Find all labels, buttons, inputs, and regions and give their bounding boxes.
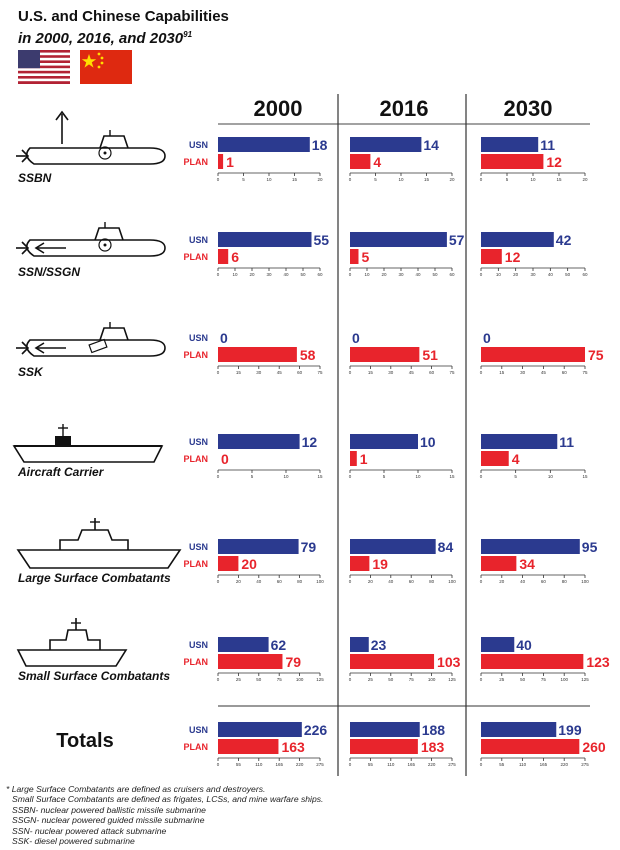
destroyer-hull [18, 550, 180, 568]
usn-value-2016: 14 [423, 137, 439, 153]
tick-label: 0 [479, 677, 483, 682]
radiation-center [104, 244, 107, 247]
usn-value-2030: 95 [581, 539, 598, 555]
tick-label: 60 [408, 579, 414, 584]
usn-value-2000: 55 [313, 232, 330, 248]
plan-value-2030: 123 [586, 654, 610, 670]
tick-label: 60 [276, 579, 282, 584]
tick-label: 60 [540, 579, 546, 584]
footnote-3: SSGN- nuclear powered guided missile submarine [12, 815, 205, 826]
footnote-5: SSK- diesel powered submarine [12, 836, 135, 847]
tick-label: 0 [216, 272, 220, 277]
tick-label: 165 [275, 762, 283, 767]
usn-bar-2000 [218, 722, 302, 737]
plan-label: PLAN [183, 157, 208, 167]
usn-bar-2000 [218, 539, 299, 554]
tick-label: 45 [540, 370, 546, 375]
usn-bar-2000 [218, 434, 300, 449]
tick-label: 50 [256, 677, 262, 682]
plan-bar-2030 [481, 739, 579, 754]
tick-label: 0 [348, 177, 352, 182]
tick-label: 15 [449, 474, 455, 479]
usn-value-2000: 79 [300, 539, 317, 555]
plan-value-2000: 79 [285, 654, 302, 670]
tick-label: 30 [530, 272, 536, 277]
usn-label: USN [188, 542, 208, 552]
tick-label: 25 [367, 677, 373, 682]
tick-label: 75 [449, 370, 455, 375]
usn-value-2000: 0 [220, 330, 228, 346]
plan-bar-2000 [218, 154, 223, 169]
tick-label: 60 [582, 272, 588, 277]
ssn-submarine-icon [16, 222, 165, 256]
tick-label: 100 [560, 677, 568, 682]
tick-label: 40 [415, 272, 421, 277]
usn-bar-2016 [350, 637, 369, 652]
tick-label: 55 [367, 762, 373, 767]
plan-value-2000: 6 [231, 249, 239, 265]
footnote-2: SSBN- nuclear powered ballistic missile submarine [12, 804, 206, 815]
plan-label: PLAN [183, 742, 208, 752]
tick-label: 40 [283, 272, 289, 277]
tick-label: 15 [367, 370, 373, 375]
tick-label: 15 [423, 177, 430, 182]
usn-value-2016: 188 [421, 722, 446, 738]
row-label: Aircraft Carrier [18, 465, 104, 479]
usn-bar-2030 [481, 232, 554, 247]
footnote-4: SSN- nuclear powered attack submarine [12, 825, 167, 836]
tick-label: 110 [519, 762, 527, 767]
plan-bar-2030 [481, 347, 585, 362]
tick-label: 40 [388, 579, 394, 584]
tick-label: 75 [276, 677, 282, 682]
usn-bar-2016 [350, 137, 421, 152]
tick-label: 10 [398, 177, 404, 182]
plan-bar-2016 [350, 451, 357, 466]
plan-label: PLAN [183, 657, 208, 667]
plan-bar-2000 [218, 556, 238, 571]
tick-label: 60 [561, 370, 567, 375]
row-5 [18, 637, 610, 683]
plan-bar-2030 [481, 249, 502, 264]
tick-label: 0 [348, 272, 352, 277]
tick-label: 30 [398, 272, 404, 277]
usn-value-2016: 23 [370, 637, 387, 653]
plan-bar-2000 [218, 739, 278, 754]
footnotes [6, 784, 323, 846]
tick-label: 25 [499, 677, 505, 682]
tick-label: 5 [250, 474, 254, 479]
plan-value-2016: 183 [420, 739, 445, 755]
tick-label: 165 [539, 762, 548, 767]
tick-label: 80 [561, 579, 567, 584]
row-label: SSN/SSGN [18, 265, 81, 279]
tick-label: 20 [317, 177, 323, 182]
plan-bar-2016 [350, 556, 369, 571]
usn-value-2000: 62 [270, 637, 287, 653]
tick-label: 75 [408, 677, 414, 682]
tick-label: 110 [387, 762, 395, 767]
year-header-2000: 2000 [253, 96, 303, 121]
tick-label: 110 [255, 762, 263, 767]
plan-value-2000: 20 [241, 556, 257, 572]
tick-label: 75 [540, 677, 546, 682]
usn-bar-2030 [481, 137, 538, 152]
plan-value-2000: 163 [281, 739, 305, 755]
plan-value-2000: 58 [299, 347, 316, 363]
tick-label: 0 [348, 677, 352, 682]
tick-label: 0 [479, 177, 483, 182]
tick-label: 5 [382, 474, 386, 479]
row-label-totals: Totals [56, 730, 114, 752]
row-0 [18, 137, 588, 185]
usn-bar-2016 [350, 539, 436, 554]
plan-bar-2000 [218, 347, 297, 362]
tick-label: 40 [520, 579, 526, 584]
plan-value-2016: 5 [361, 249, 370, 265]
tick-label: 275 [448, 762, 456, 767]
plan-bar-2000 [218, 249, 228, 264]
row-label: Small Surface Combatants [18, 669, 171, 683]
tick-label: 20 [381, 272, 387, 277]
tick-label: 55 [235, 762, 241, 767]
tick-label: 30 [520, 370, 526, 375]
plan-bar-2016 [350, 154, 370, 169]
tick-label: 50 [520, 677, 526, 682]
sail [100, 136, 128, 148]
tick-label: 30 [266, 272, 272, 277]
tick-label: 15 [582, 474, 588, 479]
usn-value-2030: 199 [558, 722, 582, 738]
usn-value-2030: 11 [559, 434, 575, 450]
usn-bar-2030 [481, 722, 556, 737]
tick-label: 40 [547, 272, 553, 277]
plan-bar-2016 [350, 654, 434, 669]
usn-label: USN [188, 640, 208, 650]
tick-label: 50 [565, 272, 571, 277]
usn-label: USN [188, 437, 208, 447]
tick-label: 15 [317, 474, 323, 479]
tick-label: 50 [300, 272, 306, 277]
tick-label: 20 [582, 177, 588, 182]
tick-label: 40 [256, 579, 262, 584]
tick-label: 10 [415, 474, 421, 479]
tick-label: 75 [582, 370, 588, 375]
tick-label: 15 [235, 370, 241, 375]
plan-label: PLAN [183, 454, 208, 464]
usn-bar-2016 [350, 722, 420, 737]
large-combatant-icon [18, 518, 180, 568]
usn-bar-2000 [218, 232, 312, 247]
usn-value-2000: 12 [301, 434, 318, 450]
tick-label: 0 [479, 579, 483, 584]
tick-label: 100 [316, 579, 324, 584]
plan-bar-2030 [481, 154, 543, 169]
tick-label: 0 [348, 474, 352, 479]
row-2 [18, 330, 604, 379]
plan-label: PLAN [183, 559, 208, 569]
tick-label: 10 [530, 177, 536, 182]
tick-label: 20 [513, 272, 519, 277]
plan-value-2000: 0 [221, 451, 229, 467]
tick-label: 0 [216, 177, 220, 182]
usn-bar-2016 [350, 232, 447, 247]
plan-bar-2016 [350, 347, 419, 362]
usn-bar-2030 [481, 637, 514, 652]
tick-label: 5 [505, 177, 509, 182]
plan-bar-2000 [218, 654, 282, 669]
tick-label: 10 [283, 474, 289, 479]
row-label: Large Surface Combatants [18, 571, 171, 585]
plan-value-2030: 4 [511, 451, 520, 467]
usn-bar-2030 [481, 434, 557, 449]
tick-label: 60 [297, 370, 303, 375]
tick-label: 50 [388, 677, 394, 682]
plan-bar-2030 [481, 556, 516, 571]
tick-label: 80 [297, 579, 303, 584]
plan-value-2016: 19 [372, 556, 388, 572]
title-line-2: in 2000, 2016, and 2030$^{91}$ [18, 30, 193, 47]
usn-value-2016: 10 [420, 434, 436, 450]
battery-symbol [89, 340, 107, 353]
tick-label: 55 [499, 762, 505, 767]
row-6 [56, 722, 606, 767]
usn-value-2000: 226 [303, 722, 328, 738]
usn-bar-2016 [350, 434, 418, 449]
tick-label: 0 [479, 272, 483, 277]
tick-label: 125 [448, 677, 456, 682]
year-header-2030: 2030 [503, 96, 553, 121]
tick-label: 45 [276, 370, 282, 375]
tick-label: 125 [316, 677, 324, 682]
usn-value-2030: 0 [483, 330, 491, 346]
ssk-submarine-icon [16, 322, 165, 356]
tick-label: 30 [388, 370, 394, 375]
tick-label: 100 [448, 579, 456, 584]
tick-label: 5 [242, 177, 245, 182]
tick-label: 20 [499, 579, 505, 584]
plan-value-2016: 103 [437, 654, 461, 670]
plan-label: PLAN [183, 252, 208, 262]
tick-label: 0 [348, 579, 352, 584]
tick-label: 100 [295, 677, 304, 682]
tick-label: 45 [408, 370, 414, 375]
tick-label: 0 [216, 474, 220, 479]
tick-label: 0 [216, 762, 220, 767]
usn-value-2016: 0 [352, 330, 360, 346]
tick-label: 80 [429, 579, 435, 584]
title-line-1: U.S. and Chinese Capabilities [18, 8, 229, 25]
tick-label: 220 [427, 762, 436, 767]
tick-label: 20 [367, 579, 373, 584]
usn-bar-2030 [481, 539, 580, 554]
row-4 [18, 539, 598, 585]
tick-label: 0 [479, 370, 483, 375]
plan-value-2030: 12 [546, 154, 562, 170]
year-header-2016: 2016 [379, 96, 429, 121]
tick-label: 25 [235, 677, 241, 682]
tick-label: 100 [581, 579, 589, 584]
usn-label: USN [188, 235, 208, 245]
plan-value-2030: 260 [582, 739, 606, 755]
island [55, 436, 71, 446]
tick-label: 0 [216, 579, 220, 584]
plan-value-2000: 1 [226, 154, 234, 170]
carrier-hull [14, 446, 162, 462]
tick-label: 220 [560, 762, 568, 767]
plan-bar-2030 [481, 451, 509, 466]
frigate-hull [18, 650, 126, 666]
plan-bar-2030 [481, 654, 583, 669]
tick-label: 20 [235, 579, 241, 584]
usn-value-2030: 40 [516, 637, 532, 653]
superstructure [50, 630, 100, 650]
tick-label: 50 [432, 272, 438, 277]
usn-value-2016: 84 [437, 539, 454, 555]
footnote-0: * Large Surface Combatants are defined as cruisers and destroyers. [6, 784, 266, 794]
tick-label: 0 [216, 677, 220, 682]
plan-value-2016: 1 [359, 451, 368, 467]
tick-label: 0 [216, 370, 220, 375]
ssbn-submarine-icon [16, 112, 165, 164]
usn-value-2016: 57 [448, 232, 465, 248]
tick-label: 75 [317, 370, 323, 375]
plan-value-2016: 4 [373, 154, 382, 170]
plan-value-2030: 75 [588, 347, 604, 363]
footnote-1: Small Surface Combatants are defined as frigates, LCSs, and mine warfare ships. [12, 794, 324, 805]
plan-label: PLAN [183, 350, 208, 360]
aircraft-carrier-icon [14, 424, 162, 462]
tick-label: 15 [556, 177, 562, 182]
usn-value-2000: 18 [311, 137, 328, 153]
hull [27, 148, 165, 164]
tick-label: 275 [581, 762, 589, 767]
tick-label: 100 [427, 677, 436, 682]
tick-label: 15 [499, 370, 505, 375]
tick-label: 10 [495, 272, 501, 277]
tick-label: 0 [348, 762, 352, 767]
plan-value-2030: 34 [519, 556, 535, 572]
tick-label: 15 [291, 177, 298, 182]
tick-label: 20 [449, 177, 455, 182]
tick-label: 30 [256, 370, 262, 375]
small-combatant-icon [18, 618, 126, 666]
tick-label: 60 [449, 272, 455, 277]
tick-label: 20 [249, 272, 255, 277]
tick-label: 125 [581, 677, 589, 682]
tick-label: 0 [479, 762, 483, 767]
usn-label: USN [188, 140, 208, 150]
row-3 [17, 434, 588, 479]
usn-label: USN [188, 333, 208, 343]
tick-label: 5 [514, 474, 517, 479]
tick-label: 0 [479, 474, 483, 479]
radiation-center [104, 152, 107, 155]
tick-label: 60 [317, 272, 323, 277]
usn-label: USN [188, 725, 208, 735]
tick-label: 10 [266, 177, 272, 182]
plan-bar-2016 [350, 739, 418, 754]
tick-label: 5 [374, 177, 377, 182]
row-label: SSK [18, 365, 43, 379]
tick-label: 10 [232, 272, 238, 277]
plan-value-2016: 51 [422, 347, 438, 363]
usn-bar-2000 [218, 637, 269, 652]
title-footnote-ref: 91 [183, 30, 193, 39]
sail [95, 228, 123, 240]
plan-bar-2016 [350, 249, 359, 264]
usn-bar-2000 [218, 137, 310, 152]
tick-label: 220 [295, 762, 304, 767]
sail [100, 328, 128, 340]
usn-value-2030: 11 [540, 137, 556, 153]
row-label: SSBN [18, 171, 52, 185]
tick-label: 165 [407, 762, 415, 767]
plan-value-2030: 12 [504, 249, 521, 265]
tick-label: 10 [547, 474, 553, 479]
tick-label: 275 [316, 762, 324, 767]
usn-value-2030: 42 [555, 232, 572, 248]
tick-label: 60 [429, 370, 435, 375]
superstructure [60, 530, 128, 550]
tick-label: 10 [364, 272, 370, 277]
tick-label: 0 [348, 370, 352, 375]
